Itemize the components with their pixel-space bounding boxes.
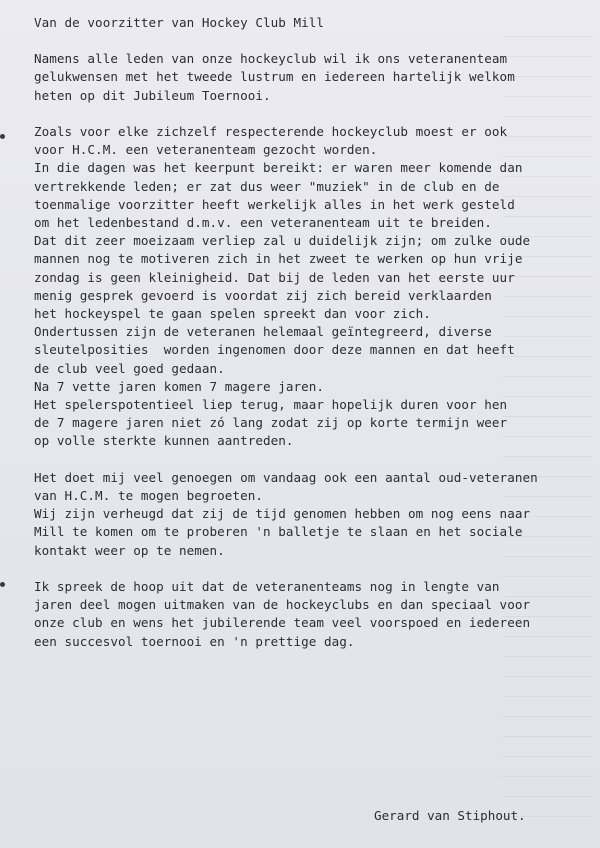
text-line: In die dagen was het keerpunt bereikt: er waren meer komende dan <box>34 160 523 176</box>
text-line: Na 7 vette jaren komen 7 magere jaren. <box>34 378 325 394</box>
paragraph <box>34 469 594 560</box>
paragraph-gap <box>34 451 594 469</box>
text-line: sleutelposities worden ingenomen door deze mannen en dat heeft <box>34 342 515 358</box>
paragraph <box>34 578 594 651</box>
text-line: Het spelerspotentieel liep terug, maar hopelijk duren voor hen <box>34 397 508 413</box>
signature: Gerard van Stiphout. <box>374 808 526 823</box>
text-line: Wij zijn verheugd dat zij de tijd genomen hebben om nog eens naar <box>34 506 531 522</box>
text-line: zondag is geen kleinigheid. Dat bij de leden van het eerste uur <box>34 269 515 285</box>
paragraph-gap <box>34 560 594 578</box>
text-line: het hockeyspel te gaan spelen spreekt dan voor zich. <box>34 306 431 322</box>
text-line: de 7 magere jaren niet zó lang zodat zij op korte termijn weer <box>34 415 508 431</box>
text-line: Dat dit zeer moeizaam verliep zal u duidelijk zijn; om zulke oude <box>34 233 531 249</box>
paragraph <box>34 50 594 105</box>
text-line: jaren deel mogen uitmaken van de hockeyclubs en dan speciaal voor <box>34 597 531 613</box>
text-line: menig gesprek gevoerd is voordat zij zich bereid verklaarden <box>34 287 492 303</box>
text-line: Mill te komen om te proberen 'n balletje te slaan en het sociale <box>34 524 523 540</box>
text-line: mannen nog te motiveren zich in het zweet te werken op hun vrije <box>34 251 523 267</box>
text-line: een succesvol toernooi en 'n prettige dag. <box>34 633 355 649</box>
margin-dot <box>0 134 5 139</box>
letter-paragraphs <box>34 50 594 651</box>
text-line: kontakt weer op te nemen. <box>34 542 225 558</box>
text-line: voor H.C.M. een veteranenteam gezocht worden. <box>34 142 378 158</box>
text-line: Namens alle leden van onze hockeyclub wil ik ons veteranenteam <box>34 51 508 67</box>
text-line: de club veel goed gedaan. <box>34 360 225 376</box>
text-line: heten op dit Jubileum Toernooi. <box>34 87 271 103</box>
text-line: Ondertussen zijn de veteranen helemaal geïntegreerd, diverse <box>34 324 492 340</box>
text-line: vertrekkende leden; er zat dus weer "muziek" in de club en de <box>34 178 500 194</box>
text-line: onze club en wens het jubilerende team veel voorspoed en iedereen <box>34 615 531 631</box>
paragraph-gap <box>34 105 594 123</box>
text-line: Ik spreek de hoop uit dat de veteranenteams nog in lengte van <box>34 579 500 595</box>
text-line: Zoals voor elke zichzelf respecterende hockeyclub moest er ook <box>34 124 508 139</box>
text-line: op volle sterkte kunnen aantreden. <box>34 433 294 449</box>
letter-body <box>34 14 594 651</box>
text-line: Het doet mij veel genoegen om vandaag ook een aantal oud-veteranen <box>34 469 538 485</box>
text-line: gelukwensen met het tweede lustrum en iedereen hartelijk welkom <box>34 69 515 85</box>
text-line: van H.C.M. te mogen begroeten. <box>34 488 263 504</box>
text-line: toenmalige voorzitter heeft werkelijk alles in het werk gesteld <box>34 196 515 212</box>
text-line: om het ledenbestand d.m.v. een veteranenteam uit te breiden. <box>34 215 492 231</box>
paragraph <box>34 123 594 451</box>
letter-heading: Van de voorzitter van Hockey Club Mill <box>34 15 325 30</box>
margin-dot <box>0 582 5 587</box>
